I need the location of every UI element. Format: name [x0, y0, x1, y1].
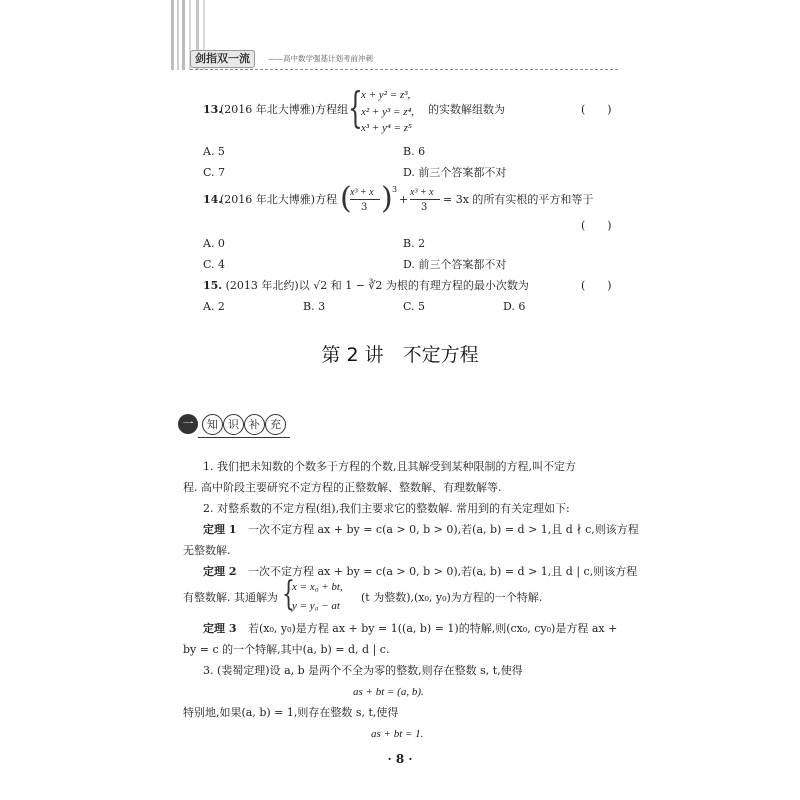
theorem-2-line-1: 一次不定方程 ax + by = c(a > 0, b > 0),若(a, b) = d > 1,且 d | c,则该方程	[247, 565, 638, 578]
banner-dash-badge: 一	[178, 414, 198, 434]
problem-15-text: (2013 年北约)以 √2 和 1 − ∛2 为根的有理方程的最小次数为	[225, 279, 529, 292]
equation-a: as + bt = (a, b).	[353, 686, 424, 698]
lecture-title: 第 2 讲 不定方程	[321, 344, 479, 366]
header-subtitle: ——高中数学强基计划考前冲刺	[268, 54, 373, 63]
answer-paren: ( )	[581, 219, 612, 232]
theorem-2-line-2	[183, 574, 623, 616]
body-para-1-line-1: 1. 我们把未知数的个数多于方程的个数,且其解受到某种限制的方程,叫不定方	[203, 460, 576, 473]
banner-underline	[198, 437, 290, 438]
theorem-2-sys-eq2: y = y₀ − at	[292, 600, 340, 612]
header-logo: 剑指双一流	[190, 50, 255, 68]
problem-14-source: (2016 年北大博雅)方程	[220, 193, 338, 206]
problem-13-eq2: x² + y³ = z⁴,	[361, 106, 415, 118]
system-brace: {	[348, 83, 363, 132]
answer-paren: ( )	[581, 279, 612, 292]
theorem-3-label: 定理 3	[203, 622, 237, 635]
theorem-2-sys-eq1: x = x₀ + bt,	[292, 581, 343, 593]
theorem-2-line-2-post: (t 为整数),(x₀, y₀)为方程的一个特解.	[361, 591, 543, 604]
theorem-2-line-2-pre: 有整数解. 其通解为	[183, 591, 278, 604]
equation-b: as + bt = 1.	[371, 728, 424, 740]
body-para-3: 3. (裴蜀定理)设 a, b 是两个不全为零的整数,则存在整数 s, t,使得	[203, 664, 523, 677]
header-decor-bar	[177, 0, 179, 70]
problem-13-option-d: D. 前三个答案都不对	[403, 166, 507, 179]
problem-13-suffix: 的实数解组数为	[428, 103, 505, 116]
problem-14-frac2-den: 3	[421, 202, 428, 213]
theorem-1-label: 定理 1	[203, 523, 237, 536]
left-paren: (	[340, 181, 352, 216]
problem-14	[203, 181, 623, 218]
fraction-bar	[350, 199, 380, 200]
theorem-3-line-1: 若(x₀, y₀)是方程 ax + by = 1((a, b) = 1)的特解,则(cx₀, cy₀)是方程 ax +	[247, 622, 618, 635]
problem-13-number: 13.	[203, 103, 223, 116]
problem-13-source: (2016 年北大博雅)方程组	[220, 103, 349, 116]
theorem-2-label: 定理 2	[203, 565, 237, 578]
body-para-2: 2. 对整系数的不定方程(组),我们主要求它的整数解. 常用到的有关定理如下:	[203, 502, 570, 515]
problem-15	[203, 279, 623, 293]
page-number: · 8 ·	[387, 752, 413, 766]
problem-14-option-c: C. 4	[203, 258, 226, 271]
problem-13-option-c: C. 7	[203, 166, 226, 179]
problem-14-frac1-den: 3	[361, 202, 368, 213]
theorem-1-line-1: 一次不定方程 ax + by = c(a > 0, b > 0),若(a, b) = d > 1,且 d ∤ c,则该方程	[247, 523, 639, 536]
problem-14-option-a: A. 0	[203, 237, 225, 250]
problem-15-option-b: B. 3	[303, 300, 326, 313]
banner-char-4: 充	[265, 414, 286, 435]
banner-char-3: 补	[244, 414, 265, 435]
problem-13-eq1: x + y² = z³,	[361, 89, 411, 101]
header-rule	[190, 69, 618, 70]
section-banner	[178, 411, 288, 439]
fraction-bar	[410, 199, 440, 200]
problem-14-rhs: = 3x 的所有实根的平方和等于	[443, 193, 594, 206]
banner-char-2: 识	[223, 414, 244, 435]
theorem-1-line-2: 无整数解.	[183, 544, 231, 557]
header-decor-bar	[171, 0, 174, 70]
problem-14-plus: +	[399, 193, 409, 206]
problem-15-option-a: A. 2	[203, 300, 225, 313]
problem-15-option-c: C. 5	[403, 300, 426, 313]
theorem-3	[203, 622, 617, 636]
problem-13-eq3: x³ + y⁴ = z⁵	[361, 122, 412, 134]
problem-13-option-b: B. 6	[403, 145, 426, 158]
problem-14-number: 14.	[203, 193, 223, 206]
theorem-1	[203, 523, 639, 537]
body-para-1-line-2: 程. 高中阶段主要研究不定方程的正整数解、整数解、有理数解等.	[183, 481, 502, 494]
problem-13-option-a: A. 5	[203, 145, 225, 158]
problem-14-option-b: B. 2	[403, 237, 426, 250]
problem-15-number: 15.	[203, 279, 223, 292]
banner-char-1: 知	[202, 414, 223, 435]
header-decor-bar	[182, 0, 185, 70]
answer-paren: ( )	[581, 103, 612, 116]
problem-15-option-d: D. 6	[503, 300, 526, 313]
problem-14-frac1-num: x³ + x	[350, 187, 374, 198]
theorem-3-line-2: by = c 的一个特解,其中(a, b) = d, d | c.	[183, 643, 390, 656]
system-brace: {	[282, 574, 295, 614]
problem-14-exponent: 3	[392, 185, 398, 194]
theorem-2	[203, 565, 637, 579]
body-para-4: 特别地,如果(a, b) = 1,则存在整数 s, t,使得	[183, 706, 399, 719]
problem-13	[203, 83, 623, 138]
right-paren: )	[381, 181, 393, 216]
header	[190, 50, 620, 68]
problem-14-option-d: D. 前三个答案都不对	[403, 258, 507, 271]
problem-14-frac2-num: x³ + x	[410, 187, 434, 198]
